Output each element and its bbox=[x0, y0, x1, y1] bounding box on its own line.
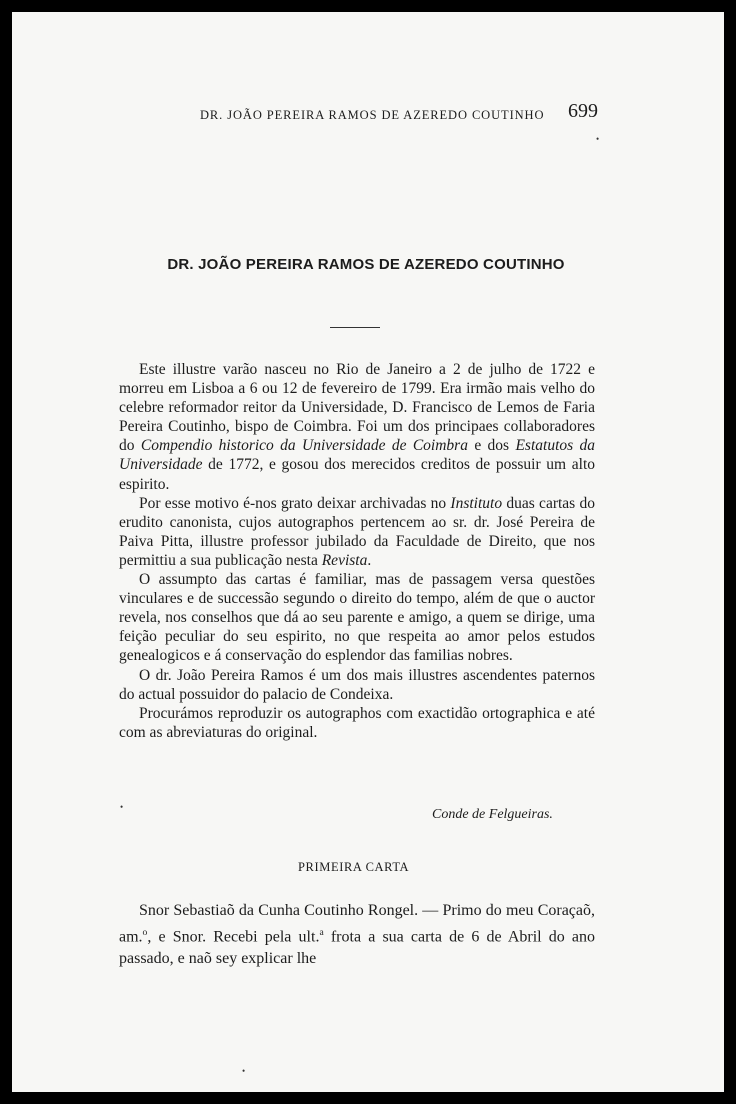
page-number: 699 bbox=[568, 100, 598, 122]
paragraph bbox=[119, 570, 595, 665]
text-run: . bbox=[367, 551, 372, 569]
paragraph bbox=[119, 494, 595, 570]
text-run: O assumpto das cartas é familiar, mas de passagem versa questões vinculares e de successão segundo o direito do tempo, além de que o auctor revela, nos conselhos que dá ao seu parente e amigo, a quem se dirige, uma feição peculiar do seu espirito, no que respeita ao amor pelos estudos genealogicos e á conservação do esplendor das familias nobres. bbox=[119, 571, 595, 665]
text-run: Por esse motivo é-nos grato deixar archivadas no bbox=[139, 494, 451, 512]
text-run: , e Snor. Recebi pela ult. bbox=[147, 928, 320, 946]
superscript-text: a bbox=[319, 927, 324, 938]
paragraph bbox=[119, 360, 595, 494]
document-page bbox=[12, 12, 724, 1092]
paragraph bbox=[119, 666, 595, 704]
title-divider bbox=[330, 327, 380, 328]
section-heading: PRIMEIRA CARTA bbox=[298, 860, 410, 874]
text-run: de 1772, e gosou dos merecidos creditos de possuir um alto espirito. bbox=[119, 456, 595, 493]
article-body bbox=[119, 360, 595, 742]
text-run: O dr. João Pereira Ramos é um dos mais illustres ascendentes paternos do actual possuidor do palacio de Condeixa. bbox=[119, 666, 595, 703]
text-run: frota a sua carta de 6 de Abril do ano passado, e naõ sey explicar lhe bbox=[119, 928, 596, 968]
italic-text: Estatutos da Universidade bbox=[119, 437, 596, 474]
text-run: Este illustre varão nasceu no Rio de Janeiro a 2 de julho de 1722 e morreu em Lisboa a 6 ou 12 de fevereiro de 1799. Era irmão mais velho do celebre reformador reitor da Universidade, D. Francisco de Lemos de Faria Pereira Coutinho, bispo de Coimbra. Foi um dos principaes collaboradores do bbox=[119, 361, 595, 455]
text-run: e dos bbox=[467, 437, 516, 455]
author-signature: Conde de Felgueiras. bbox=[432, 807, 553, 822]
letter-body bbox=[119, 900, 595, 970]
print-speck: • bbox=[596, 134, 600, 144]
paragraph bbox=[119, 704, 595, 742]
italic-text: Compendio historico da Universidade de Coimbra bbox=[140, 437, 468, 455]
italic-text: Instituto bbox=[450, 494, 503, 512]
text-run: Procurámos reproduzir os autographos com exactidão ortographica e até com as abreviaturas do original. bbox=[119, 704, 595, 741]
text-run: duas cartas do erudito canonista, cujos autographos pertencem ao sr. dr. José Pereira de Paiva Pitta, illustre professor jubilado da Faculdade de Direito, que nos permittiu a sua publicação nesta bbox=[119, 494, 595, 569]
print-speck: • bbox=[120, 802, 124, 812]
print-speck: • bbox=[242, 1066, 246, 1076]
running-head: DR. JOÃO PEREIRA RAMOS DE AZEREDO COUTINHO bbox=[200, 108, 545, 122]
superscript-text: o bbox=[142, 927, 148, 938]
italic-text: Revista bbox=[321, 551, 368, 569]
letter-paragraph bbox=[119, 900, 595, 970]
article-title: DR. JOÃO PEREIRA RAMOS DE AZEREDO COUTINHO bbox=[167, 256, 565, 273]
text-run: Snor Sebastiaõ da Cunha Coutinho Rongel. — Primo do meu Coraçaõ, am. bbox=[119, 902, 595, 946]
